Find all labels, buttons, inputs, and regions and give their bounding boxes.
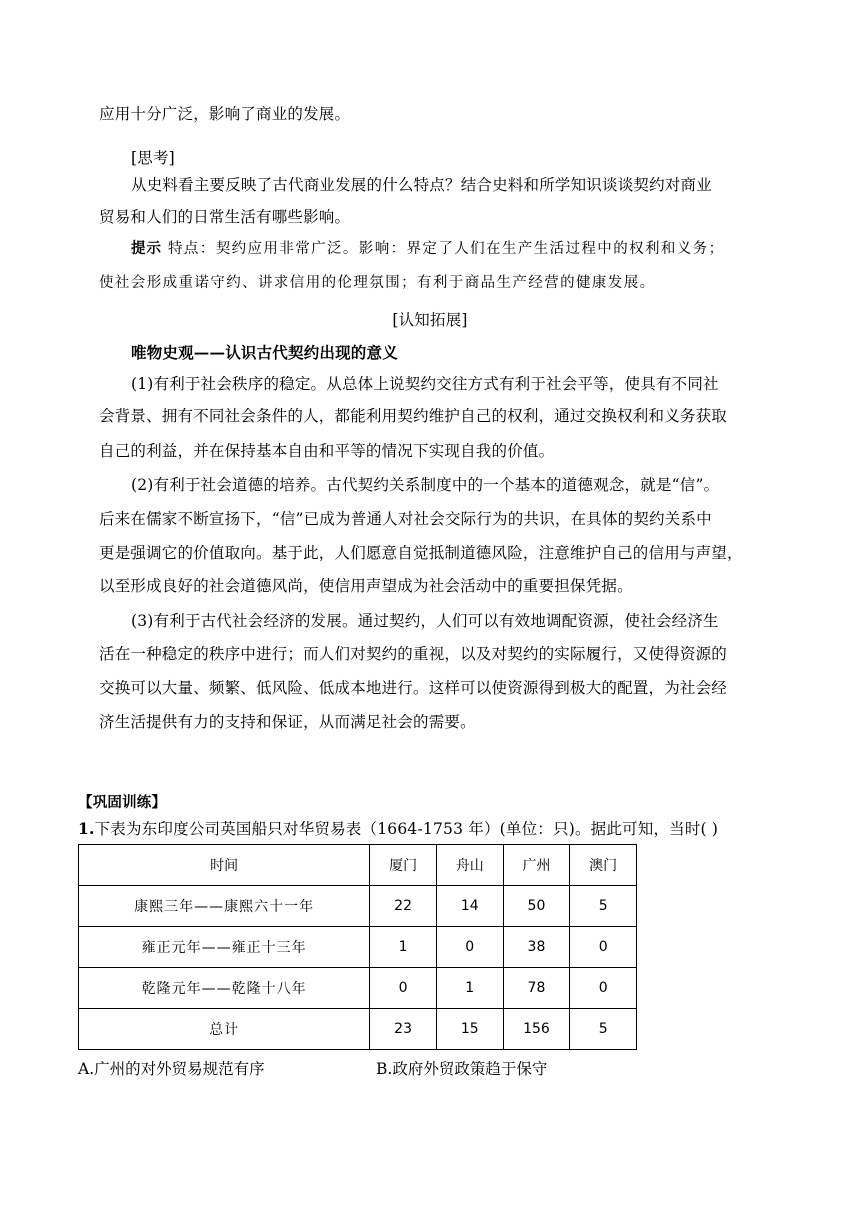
table-row [79,968,637,1009]
option-a[interactable]: A.广州的对外贸易规范有序 [78,1060,265,1078]
paragraph-2-line-4: 以至形成良好的社会道德风尚，使信用声望成为社会活动中的重要担保凭据。 [99,577,633,595]
thinking-question-line-1: 从史料看主要反映了古代商业发展的什么特点？结合史料和所学知识谈谈契约对商业 [131,176,712,194]
table-cell: 78 [503,968,570,1009]
table-cell-period: 乾隆元年——乾隆十八年 [79,968,370,1009]
table-cell: 0 [570,927,637,968]
table-header-xiamen: 厦门 [370,845,437,886]
table-cell: 5 [570,886,637,927]
table-header-row [79,845,637,886]
paragraph-2-line-3: 更是强调它的价值取向。基于此，人们愿意自觉抵制道德风险，注意维护自己的信用与声望， [99,544,743,562]
paragraph-2-line-1: (2)有利于社会道德的培养。古代契约关系制度中的一个基本的道德观念，就是“信”。 [131,476,720,494]
table-cell: 14 [436,886,503,927]
table-cell: 50 [503,886,570,927]
table-cell-period: 康熙三年——康熙六十一年 [79,886,370,927]
table-cell-total-label: 总计 [79,1009,370,1050]
table-cell: 15 [436,1009,503,1050]
intro-tail-text: 应用十分广泛，影响了商业的发展。 [99,105,351,123]
table-cell-period: 雍正元年——雍正十三年 [79,927,370,968]
table-row [79,886,637,927]
table-cell: 0 [570,968,637,1009]
trade-table [78,844,637,1050]
table-cell: 0 [436,927,503,968]
tip-text-1: 特点：契约应用非常广泛。影响：界定了人们在生产生活过程中的权利和义务； [168,241,725,257]
table-header-period: 时间 [79,845,370,886]
extension-subheading: 唯物史观——认识古代契约出现的意义 [131,343,398,362]
paragraph-3-line-3: 交换可以大量、频繁、低风险、低成本地进行。这样可以使资源得到极大的配置，为社会经 [99,679,728,697]
paragraph-1-line-2: 会背景、拥有不同社会条件的人，都能利用契约维护自己的权利，通过交换权利和义务获取 [99,407,728,425]
paragraph-3-line-4: 济生活提供有力的支持和保证，从而满足社会的需要。 [99,713,476,731]
table-cell: 38 [503,927,570,968]
paragraph-1-line-1: (1)有利于社会秩序的稳定。从总体上说契约交往方式有利于社会平等，使具有不同社 [131,375,719,393]
thinking-question-line-2: 贸易和人们的日常生活有哪些影响。 [99,208,351,226]
tip-line-1 [131,238,789,260]
table-cell: 1 [370,927,437,968]
answer-options [78,1058,548,1080]
paragraph-1-line-3: 自己的利益，并在保持基本自由和平等的情况下实现自我的价值。 [99,442,555,460]
option-b[interactable]: B.政府外贸政策趋于保守 [376,1060,548,1078]
table-cell: 23 [370,1009,437,1050]
table-row [79,927,637,968]
table-cell: 22 [370,886,437,927]
tip-line-2: 使社会形成重诺守约、讲求信用的伦理氛围；有利于商品生产经营的健康发展。 [99,275,656,291]
paragraph-2-line-2: 后来在儒家不断宣扬下，“信”已成为普通人对社会交际行为的共识，在具体的契约关系中 [99,510,712,528]
paragraph-3-line-2: 活在一种稳定的秩序中进行；而人们对契约的重视，以及对契约的实际履行，又使得资源的 [99,645,728,663]
table-cell: 0 [370,968,437,1009]
table-cell: 5 [570,1009,637,1050]
table-cell: 1 [436,968,503,1009]
table-header-macau: 澳门 [570,845,637,886]
question-number: 1. [78,819,95,838]
table-cell: 156 [503,1009,570,1050]
exercise-heading: 【巩固训练】 [78,794,167,811]
question-text: 下表为东印度公司英国船只对华贸易表（1664-1753 年）(单位：只)。据此可知，当时( ) [94,820,719,838]
extension-heading: [认知拓展] [392,311,468,329]
table-row-total [79,1009,637,1050]
exercise-question [78,818,788,840]
table-header-zhoushan: 舟山 [436,845,503,886]
tip-label: 提示 [131,240,162,257]
thinking-heading: [思考] [131,149,175,167]
paragraph-3-line-1: (3)有利于古代社会经济的发展。通过契约，人们可以有效地调配资源，使社会经济生 [131,612,719,630]
table-header-guangzhou: 广州 [503,845,570,886]
